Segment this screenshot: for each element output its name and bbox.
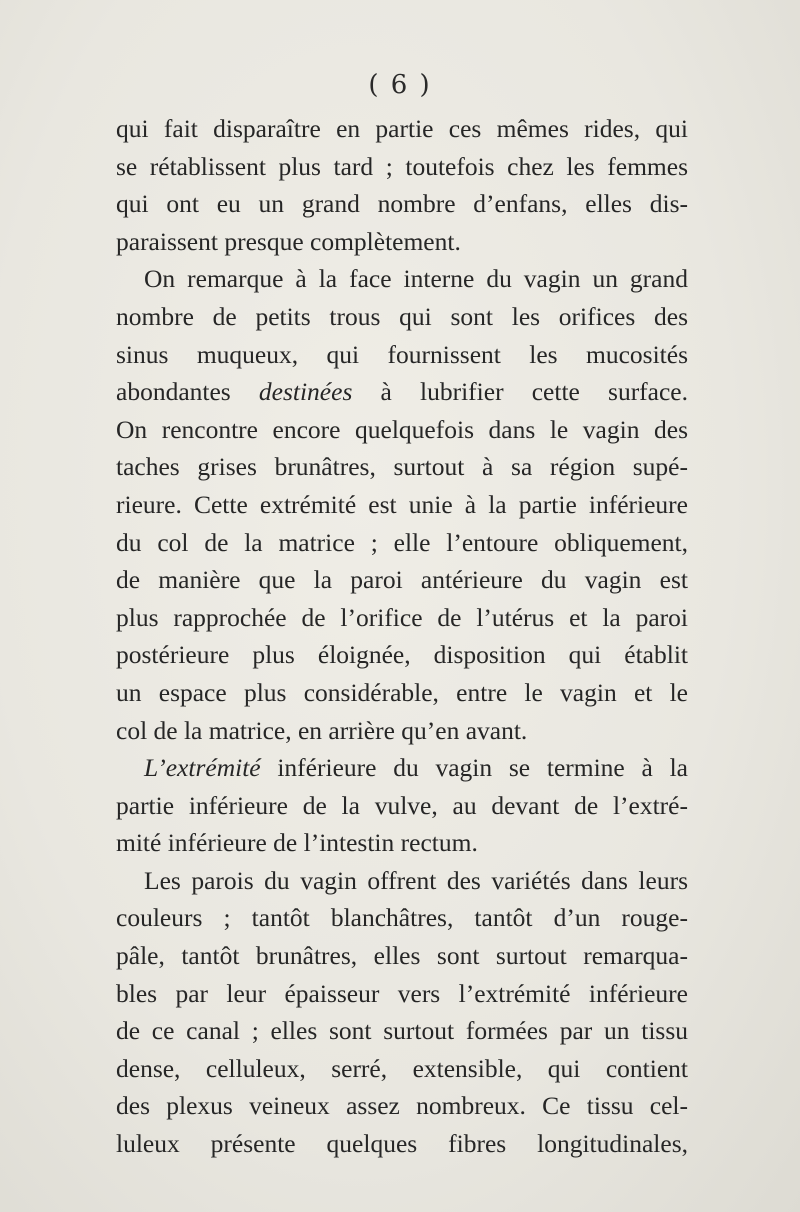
text-line: un espace plus considérable, entre le vagin et le: [116, 677, 688, 707]
text-line: [116, 749, 688, 787]
text-line-part: abondantes: [116, 377, 259, 407]
text-line: des plexus veineux assez nombreux. Ce tissu cel-: [116, 1091, 688, 1121]
text-line: de ce canal ; elles sont surtout formées par un tissu: [116, 1016, 688, 1046]
text-line-part: à lubrifier cette surface.: [352, 377, 689, 407]
text-line: paraissent presque complètement.: [116, 226, 461, 256]
text-line: bles par leur épaisseur vers l’extrémité inférieure: [116, 978, 688, 1008]
text-line: sinus muqueux, qui fournissent les mucosités: [116, 339, 688, 369]
text-line: taches grises brunâtres, surtout à sa région supé-: [116, 452, 688, 482]
text-line: On remarque à la face interne du vagin un grand: [144, 264, 688, 294]
text-line: luleux présente quelques fibres longitudinales,: [116, 1129, 688, 1159]
text-line: plus rapprochée de l’orifice de l’utérus et la paroi: [116, 602, 688, 632]
italic-term: destinées: [258, 377, 353, 407]
text-line: Les parois du vagin offrent des variétés dans leurs: [144, 865, 688, 895]
body-text: [116, 110, 688, 1163]
text-line: se rétablissent plus tard ; toutefois chez les femmes: [116, 151, 688, 181]
text-line: de manière que la paroi antérieure du vagin est: [116, 565, 688, 595]
text-line: pâle, tantôt brunâtres, elles sont surtout remarqua-: [116, 941, 688, 971]
text-line: du col de la matrice ; elle l’entoure obliquement,: [116, 527, 688, 557]
text-line: mité inférieure de l’intestin rectum.: [116, 828, 478, 858]
text-line: [116, 373, 688, 411]
text-line: dense, celluleux, serré, extensible, qui contient: [116, 1053, 688, 1083]
text-line-part: inférieure du vagin se termine à la: [260, 753, 688, 783]
page-number: ( 6 ): [368, 70, 432, 100]
text-line: couleurs ; tantôt blanchâtres, tantôt d’un rouge-: [116, 903, 688, 933]
text-line: postérieure plus éloignée, disposition qui établit: [116, 640, 688, 670]
text-line: On rencontre encore quelquefois dans le vagin des: [116, 414, 688, 444]
text-line: qui fait disparaître en partie ces mêmes rides, qui: [116, 114, 688, 143]
text-line: col de la matrice, en arrière qu’en avant.: [116, 715, 528, 745]
italic-term: L’extrémité: [144, 753, 261, 783]
text-line: partie inférieure de la vulve, au devant de l’extré-: [116, 790, 688, 820]
text-line: nombre de petits trous qui sont les orifices des: [116, 301, 688, 331]
text-line: rieure. Cette extrémité est unie à la partie inférieure: [116, 489, 688, 519]
text-line: qui ont eu un grand nombre d’enfans, elles dis-: [116, 189, 688, 219]
